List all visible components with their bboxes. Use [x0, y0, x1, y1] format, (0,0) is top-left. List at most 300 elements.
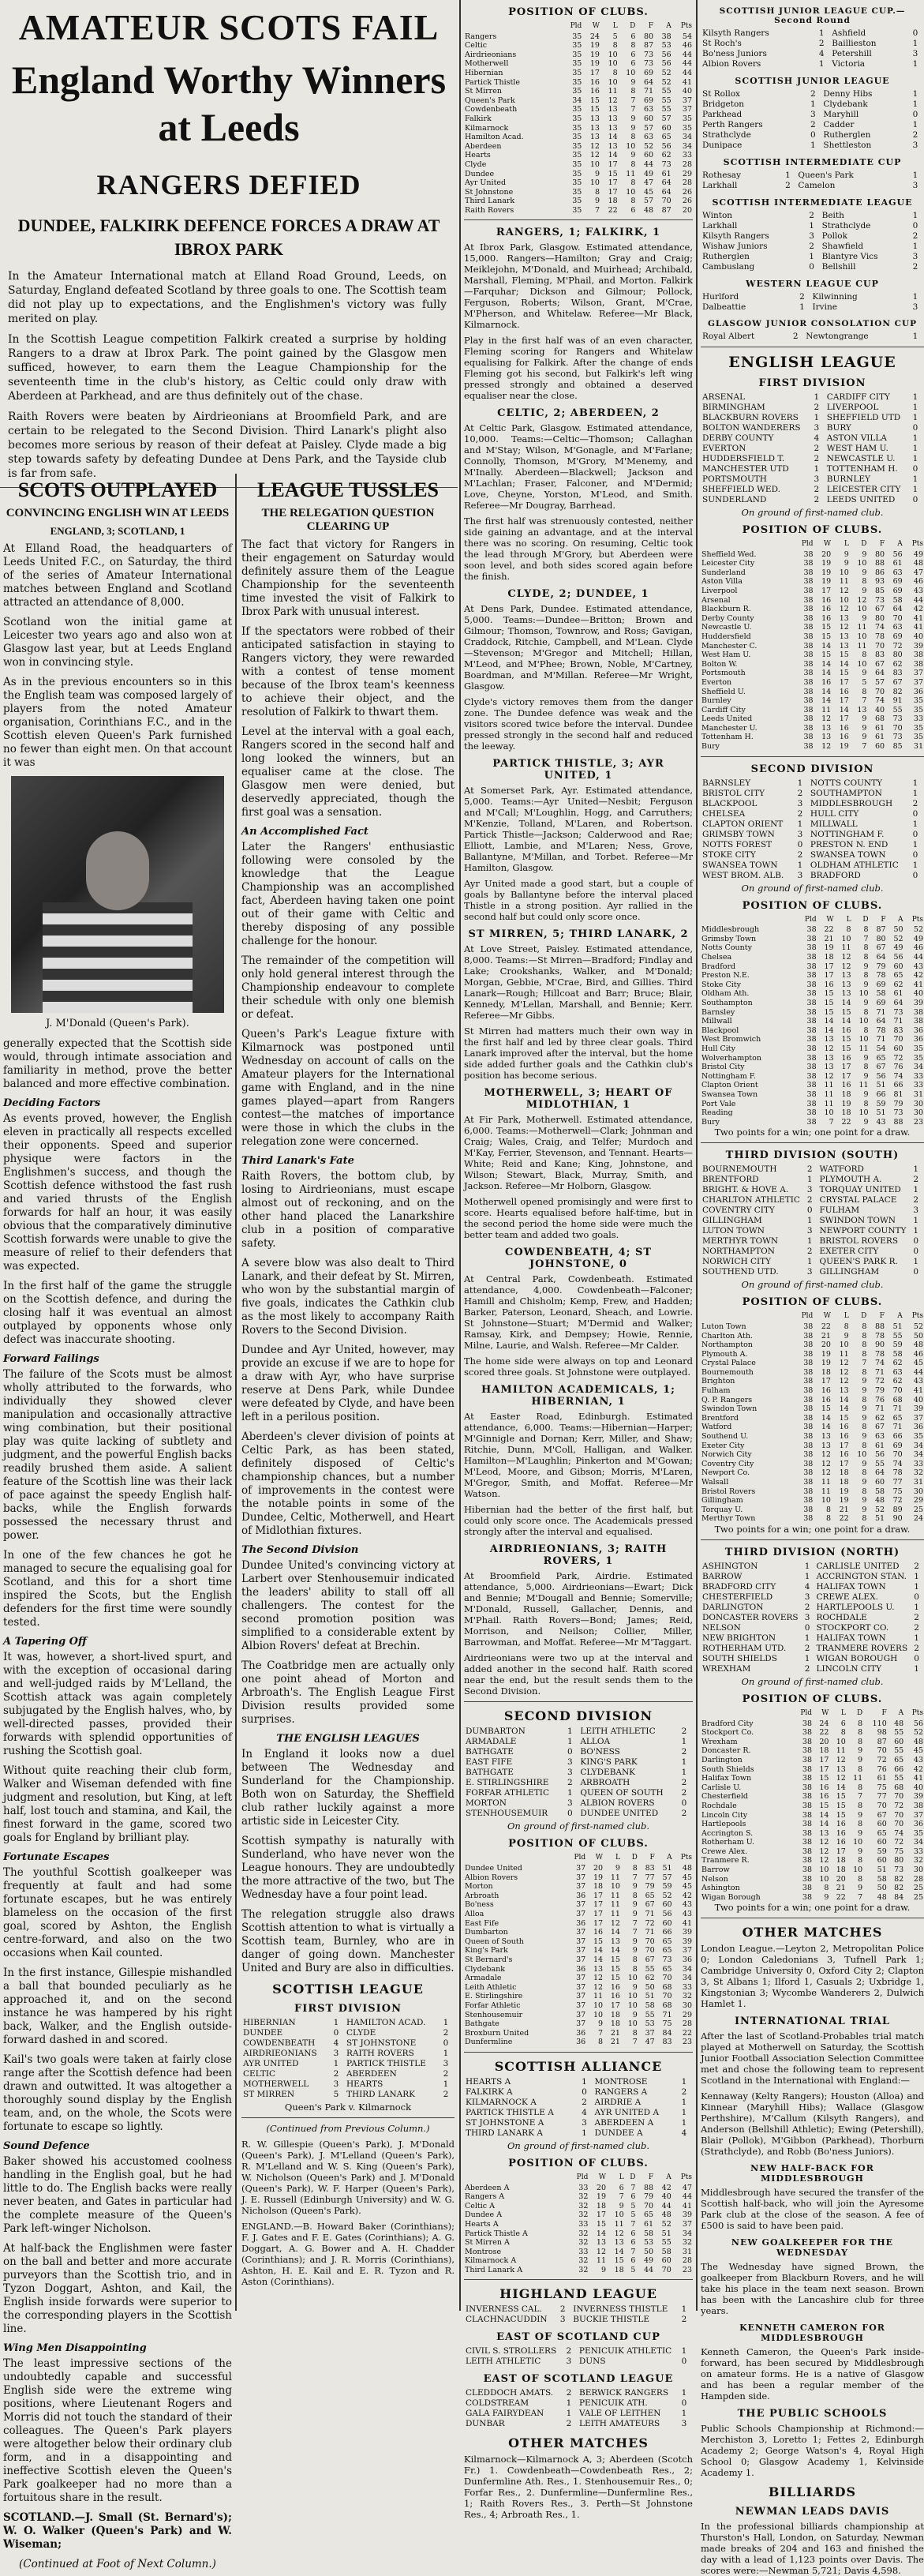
club-cell: Crystal Palace: [701, 1359, 756, 1368]
stat-cell: 70: [894, 1792, 904, 1802]
stat-cell: 52: [913, 1322, 923, 1331]
result-row: [701, 1592, 924, 1603]
match-heading: COWDENBEATH, 4; ST JOHNSTONE, 0: [504, 1247, 653, 1271]
score-cell: 2: [913, 1175, 919, 1185]
stat-cell: 22: [841, 1117, 851, 1127]
stat-cell: 10: [614, 2210, 624, 2220]
stat-cell: 9: [862, 714, 867, 724]
match-heading: HAMILTON ACADEMICALS, 1; HIBERNIAN, 1: [481, 1384, 675, 1408]
team-cell: ROTHERHAM UTD.: [702, 1643, 787, 1653]
result-row: [701, 1185, 924, 1195]
stat-cell: 77: [645, 1873, 655, 1882]
stat-cell: 52: [661, 68, 671, 77]
results-table: [701, 292, 924, 313]
result-row: [701, 799, 924, 809]
result-row: [701, 403, 924, 413]
third-north-heading: THIRD DIVISION (NORTH): [724, 1546, 900, 1558]
score-cell: 3: [810, 110, 816, 119]
stat-cell: 22: [836, 1892, 846, 1902]
stat-cell: 17: [608, 187, 618, 197]
club-cell: Brentford: [701, 1413, 739, 1423]
stat-cell: 14: [614, 2247, 624, 2256]
club-cell: Clapton Orient: [701, 1081, 758, 1090]
stat-cell: 39: [682, 2210, 692, 2220]
score-cell: 1: [914, 1571, 919, 1581]
stat-cell: 34: [682, 133, 692, 142]
stat-cell: 31: [913, 1089, 923, 1099]
stat-cell: 38: [802, 1746, 813, 1756]
club-cell: Celtic A: [465, 2201, 495, 2210]
stat-cell: 70: [875, 687, 885, 696]
stat-cell: 28: [682, 2019, 692, 2029]
stat-cell: 41: [682, 2201, 692, 2210]
table-row: [701, 1359, 924, 1368]
intermediate-heading: SCOTTISH INTERMEDIATE CUP: [723, 157, 902, 167]
table-row: [701, 559, 924, 568]
glasgow-heading: GLASGOW JUNIOR CONSOLATION CUP: [707, 319, 918, 328]
stat-cell: 38: [802, 1865, 813, 1875]
score-cell: 4: [814, 433, 820, 443]
stat-cell: 12: [821, 1468, 831, 1478]
team-cell: KING'S PARK: [580, 1757, 638, 1768]
team-cell: WEST BROM. ALB.: [702, 870, 784, 880]
team-cell: Hurlford: [702, 292, 739, 302]
result-row: [464, 2098, 693, 2108]
stat-cell: 16: [821, 1395, 831, 1404]
table-row: [701, 688, 924, 697]
stat-cell: 8: [862, 1441, 867, 1450]
result-row: [701, 141, 924, 151]
result-row: [241, 2069, 455, 2079]
column-header: L: [612, 22, 618, 30]
position-heading: POSITION OF CLUBS.: [742, 524, 883, 536]
stat-cell: 35: [572, 205, 582, 215]
score-cell: 1: [913, 1216, 919, 1226]
result-row: [701, 89, 924, 99]
stat-cell: 12: [593, 1982, 604, 1992]
stat-cell: 19: [589, 50, 600, 59]
stat-cell: 21: [821, 1331, 831, 1340]
score-cell: 1: [582, 2076, 587, 2087]
stat-cell: 8: [862, 1487, 867, 1496]
stat-cell: 35: [913, 705, 923, 714]
table-row: [701, 1505, 924, 1515]
stat-cell: 16: [836, 1838, 846, 1847]
club-cell: Motherwell: [465, 59, 509, 69]
stat-cell: 38: [803, 623, 814, 632]
club-cell: Leith Athletic: [465, 1982, 517, 1992]
stat-cell: 41: [913, 980, 923, 989]
score-cell: 3: [913, 1206, 919, 1216]
club-cell: St Mirren A: [465, 2238, 510, 2248]
stat-cell: 71: [662, 2010, 672, 2019]
stat-cell: 9: [862, 1505, 867, 1514]
stat-cell: 76: [893, 1063, 903, 1072]
stat-cell: 14: [824, 1026, 834, 1035]
stat-cell: 64: [874, 1468, 885, 1478]
table-row: [701, 605, 924, 614]
table-row: [464, 2256, 693, 2266]
table-row: [701, 706, 924, 715]
stat-cell: 12: [821, 1459, 831, 1468]
stat-cell: 15: [839, 669, 849, 678]
stat-cell: 78: [892, 1468, 903, 1478]
score-cell: 2: [814, 444, 820, 453]
table-row: [464, 2202, 693, 2211]
table-row: [701, 1072, 924, 1082]
stat-cell: 12: [589, 141, 600, 151]
stat-cell: 74: [874, 1359, 885, 1368]
team-cell: TOTTENHAM H.: [826, 464, 898, 474]
stat-cell: 9: [632, 1910, 638, 1919]
result-row: [701, 1623, 924, 1633]
score-cell: 4: [681, 2128, 687, 2138]
stat-cell: 60: [661, 2256, 671, 2266]
score-cell: 1: [818, 28, 825, 38]
table-row: [464, 78, 693, 88]
score-cell: 2: [914, 1561, 919, 1571]
billiards-subhead: NEWMAN LEADS DAVIS: [735, 2506, 890, 2518]
stat-cell: 17: [593, 1891, 604, 1900]
table-row: [701, 1756, 924, 1765]
score-cell: 0: [912, 808, 918, 819]
table-row: [464, 2019, 693, 2029]
club-cell: Raith Rovers: [465, 205, 514, 215]
alliance-heading: SCOTTISH ALLIANCE: [494, 2058, 663, 2074]
team-cell: BLACKPOOL: [702, 798, 758, 808]
stat-cell: 17: [593, 1910, 604, 1919]
team-cell: WREXHAM: [702, 1663, 751, 1674]
score-cell: 1: [914, 1602, 919, 1612]
stat-cell: 8: [630, 159, 636, 169]
stat-cell: 19: [596, 2192, 607, 2202]
stat-cell: 79: [876, 962, 886, 971]
table-row: [464, 124, 693, 133]
team-cell: SOUTHEND UTD.: [702, 1267, 779, 1277]
score-cell: 2: [799, 292, 805, 302]
club-cell: West Ham U.: [701, 651, 751, 660]
stat-cell: 13: [593, 1964, 604, 1974]
stat-cell: 38: [803, 696, 814, 706]
section-heading: Deciding Factors: [3, 1097, 101, 1109]
stat-cell: 38: [803, 1468, 814, 1478]
table-row: [701, 1460, 924, 1469]
results-table: [701, 28, 924, 69]
paragraph: It was, however, a short-lived spurt, and with the exception of occasional daring and well-judged raids by M'Lelland, the Scottish attack was again completely subjugated by the English halves, who, by well-directed passes, provided their forwards with splendid opportunities of rushing the Scottish goal.: [3, 1651, 232, 1757]
score-cell: 1: [333, 2018, 339, 2027]
stat-cell: 12: [839, 586, 849, 595]
stat-cell: 54: [876, 1044, 886, 1053]
team-cell: CLACHNACUDDIN: [466, 2315, 548, 2325]
table-row: [701, 925, 924, 935]
result-row: [701, 242, 924, 252]
stat-cell: 11: [608, 87, 618, 96]
match-report: At Easter Road, Edinburgh. Estimated attendance, 6,000. Teams:—Hibernian—Harper; M'Ginnigle and Dornan; Kerr, Miller, and Shaw; Ritchie, Dunn, M'Coll, Halligan, and Walker. Hamilton—M'Laughlin; Pinkerton and M'Gowan; M'Leod, Moore, and Gibson; Morris, M'Laren, M'Gregor, Smith, and Moffat. Referee—Mr Watson.: [464, 1411, 693, 1500]
stat-cell: 38: [803, 1340, 814, 1350]
stat-cell: 17: [608, 159, 618, 169]
score-cell: 2: [681, 2315, 687, 2325]
stat-cell: 9: [858, 1884, 863, 1893]
score-cell: 1: [806, 1175, 813, 1185]
stat-cell: 13: [841, 980, 851, 989]
score-cell: 2: [806, 1164, 813, 1175]
club-cell: E. Stirlingshire: [465, 1992, 523, 2001]
stat-cell: 56: [662, 1910, 672, 1919]
table-row: [464, 206, 693, 216]
result-row: [701, 1257, 924, 1267]
stat-cell: 79: [893, 1099, 903, 1108]
stat-cell: 63: [892, 568, 903, 577]
table-row: [701, 1802, 924, 1811]
stat-cell: 9: [858, 1847, 863, 1856]
team-cell: Perth Rangers: [702, 120, 763, 129]
stat-cell: 53: [644, 2238, 654, 2248]
stat-cell: 17: [819, 1755, 829, 1764]
result-row: [701, 1654, 924, 1664]
paragraph: The fact that victory for Rangers in their engagement on Saturday would definitely assure them of the League Championship for the seventeenth time invested the visit of Falkirk to Ibrox Park with unusual interest.: [241, 538, 455, 618]
score-cell: 3: [912, 49, 918, 58]
column-header: A: [666, 2173, 671, 2181]
western-heading: WESTERN LEAGUE CUP: [746, 279, 879, 289]
stat-cell: 64: [876, 953, 886, 962]
stat-cell: 9: [824, 1892, 829, 1902]
stat-cell: 69: [892, 586, 903, 595]
table-row: [701, 1386, 924, 1396]
match-score: ENGLAND, 3; SCOTLAND, 1: [50, 525, 185, 537]
team-cell: DUNDEE A: [594, 2128, 643, 2138]
stat-cell: 70: [662, 1974, 672, 1983]
club-cell: Third Lanark: [465, 197, 515, 206]
team-cell: Bridgeton: [702, 99, 745, 109]
team-cell: AIRDRIEONIANS: [243, 2049, 317, 2058]
team-cell: Kilsyth Rangers: [702, 28, 769, 38]
table-row: [701, 1847, 924, 1857]
stat-cell: 12: [596, 2247, 607, 2256]
score-cell: 3: [333, 2079, 339, 2089]
stat-cell: 34: [913, 1441, 923, 1450]
article-scots-outplayed: [3, 474, 237, 2570]
stat-cell: 7: [619, 2192, 624, 2202]
results-table: [701, 171, 924, 191]
table-row: [701, 1100, 924, 1109]
score-cell: 4: [333, 2038, 339, 2048]
news-heading: NEW GOALKEEPER FOR THE WEDNESDAY: [731, 2237, 894, 2259]
stat-cell: 35: [572, 32, 582, 41]
stat-cell: 17: [836, 1847, 846, 1856]
club-cell: Bo'ness: [465, 1900, 494, 1910]
stat-cell: 9: [862, 669, 867, 678]
score-cell: 1: [912, 242, 918, 251]
team-cell: MILLWALL: [810, 819, 858, 829]
score-cell: 0: [912, 28, 918, 38]
stat-cell: 30: [913, 1487, 923, 1496]
stat-cell: 17: [839, 714, 849, 724]
stat-cell: 13: [824, 1053, 834, 1063]
stat-cell: 74: [875, 696, 885, 706]
stat-cell: 70: [662, 1992, 672, 2001]
match-report: The home side were always on top and Leonard scored three goals. St Johnstone were outplayed.: [464, 1355, 693, 1378]
stat-cell: 11: [610, 1891, 620, 1900]
stat-cell: 19: [821, 577, 832, 587]
score-cell: 1: [814, 464, 820, 474]
result-row: [464, 1768, 693, 1778]
stat-cell: 10: [608, 77, 618, 87]
stat-cell: 10: [859, 1035, 869, 1044]
stat-cell: 38: [806, 1007, 817, 1017]
stat-cell: 32: [578, 2210, 589, 2220]
paragraph: Without quite reaching their club form, Walker and Wiseman defended with fine judgment and resolution, but King, at left half, lost touch and stamina, and Kail, the finest forward in the game, scored two goals for England by brilliant play.: [3, 1764, 232, 1844]
stat-cell: 38: [803, 1450, 814, 1460]
score-cell: 1: [681, 1737, 687, 1747]
club-cell: Broxburn United: [465, 2028, 529, 2038]
stat-cell: 63: [892, 623, 903, 632]
stat-cell: 8: [858, 1856, 863, 1865]
stat-cell: 9: [630, 151, 636, 160]
stat-cell: 64: [876, 1017, 886, 1026]
score-cell: 1: [806, 1216, 813, 1226]
club-cell: Walsall: [701, 1478, 729, 1487]
stat-cell: 25: [913, 1892, 923, 1902]
stat-cell: 51: [874, 1514, 885, 1524]
stat-cell: 88: [874, 1322, 885, 1331]
score-cell: 1: [912, 292, 918, 302]
score-cell: 2: [567, 1778, 573, 1788]
stat-cell: 67: [645, 1955, 655, 1964]
team-cell: Clydebank: [823, 99, 868, 109]
score-cell: 3: [814, 474, 820, 484]
club-cell: Dunfermline: [465, 2038, 513, 2047]
club-cell: Bathgate: [465, 2019, 499, 2029]
team-cell: Strathclyde: [821, 221, 871, 231]
score-cell: 2: [804, 1663, 810, 1674]
stat-cell: 13: [610, 1937, 620, 1946]
stat-cell: 8: [862, 1322, 867, 1331]
stat-cell: 71: [874, 1367, 885, 1377]
stat-cell: 37: [576, 1882, 586, 1892]
ground-note: On ground of first-named club.: [507, 1820, 650, 1832]
team-cell: CLAPTON ORIENT: [702, 819, 784, 829]
stat-cell: 7: [630, 2219, 636, 2229]
result-row: [701, 99, 924, 110]
team-cell: LINCOLN CITY: [816, 1663, 882, 1674]
column-header: L: [840, 1708, 846, 1717]
stat-cell: 38: [806, 989, 817, 999]
column-header: [701, 539, 793, 550]
column-header: [701, 1311, 792, 1322]
table-row: [701, 724, 924, 733]
stat-cell: 16: [589, 77, 600, 87]
stat-cell: 38: [802, 1755, 813, 1764]
article-league-tussles: [241, 474, 455, 2305]
stat-cell: 51: [876, 1081, 886, 1090]
score-cell: 1: [912, 211, 918, 220]
team-cell: NOTTS COUNTY: [810, 778, 883, 788]
stat-cell: 9: [863, 1117, 869, 1127]
stat-cell: 38: [806, 980, 817, 989]
team-cell: CARLISLE UNITED: [816, 1561, 900, 1571]
result-row: [464, 2118, 693, 2128]
team-cell: ASTON VILLA: [826, 433, 887, 443]
stat-cell: 50: [645, 1982, 655, 1992]
stat-cell: 36: [913, 1820, 923, 1829]
stat-cell: 8: [824, 1884, 829, 1893]
stat-cell: 72: [893, 1053, 903, 1063]
team-cell: Kilsyth Rangers: [702, 231, 769, 241]
table-row: [464, 1919, 693, 1929]
stat-cell: 14: [821, 1423, 831, 1432]
stat-cell: 10: [627, 1974, 638, 1983]
stat-cell: 55: [661, 96, 671, 105]
stat-cell: 44: [682, 50, 692, 59]
stat-cell: 14: [839, 1395, 849, 1404]
result-row: [701, 861, 924, 871]
stat-cell: 41: [913, 613, 923, 623]
column-header: Pts: [911, 915, 923, 924]
team-cell: QUEEN OF SOUTH: [580, 1788, 664, 1798]
paragraph: The relegation struggle also draws Scottish attention to what is virtually a Scottish team, Burnley, who are in danger of going down. Manchester United and Bury are also in difficulties.: [241, 1908, 455, 1974]
league-table: [701, 1708, 924, 1902]
stat-cell: 35: [913, 1044, 923, 1053]
stat-cell: 36: [913, 1035, 923, 1044]
stat-cell: 12: [841, 953, 851, 962]
stat-cell: 37: [576, 2010, 586, 2019]
stat-cell: 17: [593, 1918, 604, 1928]
stat-cell: 38: [802, 1737, 813, 1746]
stat-cell: 9: [862, 568, 867, 577]
stat-cell: 10: [627, 1992, 638, 2001]
result-row: [464, 2346, 693, 2357]
team-cell: BOLTON WANDERERS: [702, 423, 801, 433]
result-row: [464, 2087, 693, 2098]
column-header: [701, 915, 797, 926]
table-row: [464, 2229, 693, 2239]
stat-cell: 35: [572, 197, 582, 206]
stat-cell: 38: [806, 1081, 817, 1090]
team-cell: Queen's Park: [798, 171, 854, 180]
table-row: [701, 962, 924, 972]
team-cell: SWANSEA TOWN: [810, 849, 886, 860]
table-row: [464, 170, 693, 179]
news-heading: NEW HALF-BACK FOR MIDDLESBROUGH: [750, 2163, 874, 2184]
table-row: [701, 935, 924, 944]
stat-cell: 51: [877, 1865, 887, 1875]
stat-cell: 70: [645, 1946, 655, 1955]
stat-cell: 51: [661, 2229, 671, 2238]
club-cell: Bristol Rovers: [701, 1487, 756, 1496]
stat-cell: 44: [682, 59, 692, 69]
stat-cell: 24: [589, 32, 600, 41]
stat-cell: 17: [589, 68, 600, 77]
stat-cell: 40: [913, 989, 923, 999]
match-report: At Celtic Park, Glasgow. Estimated attendance, 10,000. Teams:—Celtic—Thomson; Callaghan and M'Stay; Wilson, M'Gonagle, and M'Farlane; Connolly, Thomson, M'Grory, M'Menemy, and M'Inally. Aberdeen—Blackwell; Jackson and M'Lachlan; Fraser, Falconer, and M'Dermid; Love, Cheyne, Yorston, M'Leod, and Smith. Referee—Mr Dougray, Barrhead.: [464, 422, 693, 512]
score-cell: 1: [912, 839, 918, 849]
table-row: [464, 197, 693, 206]
stat-cell: 6: [630, 2238, 636, 2248]
stat-cell: 13: [841, 971, 851, 981]
stat-cell: 10: [627, 2019, 638, 2029]
table-row: [701, 1792, 924, 1802]
stat-cell: 37: [682, 2219, 692, 2229]
score-cell: 1: [914, 1581, 919, 1592]
stat-cell: 19: [589, 59, 600, 69]
stat-cell: 35: [572, 133, 582, 142]
score-cell: 1: [681, 2107, 687, 2117]
team-cell: Rutherglen: [823, 130, 871, 140]
stat-cell: 9: [858, 1810, 863, 1820]
stat-cell: 13: [819, 1828, 829, 1838]
stat-cell: 38: [803, 577, 814, 587]
stat-cell: 35: [572, 77, 582, 87]
